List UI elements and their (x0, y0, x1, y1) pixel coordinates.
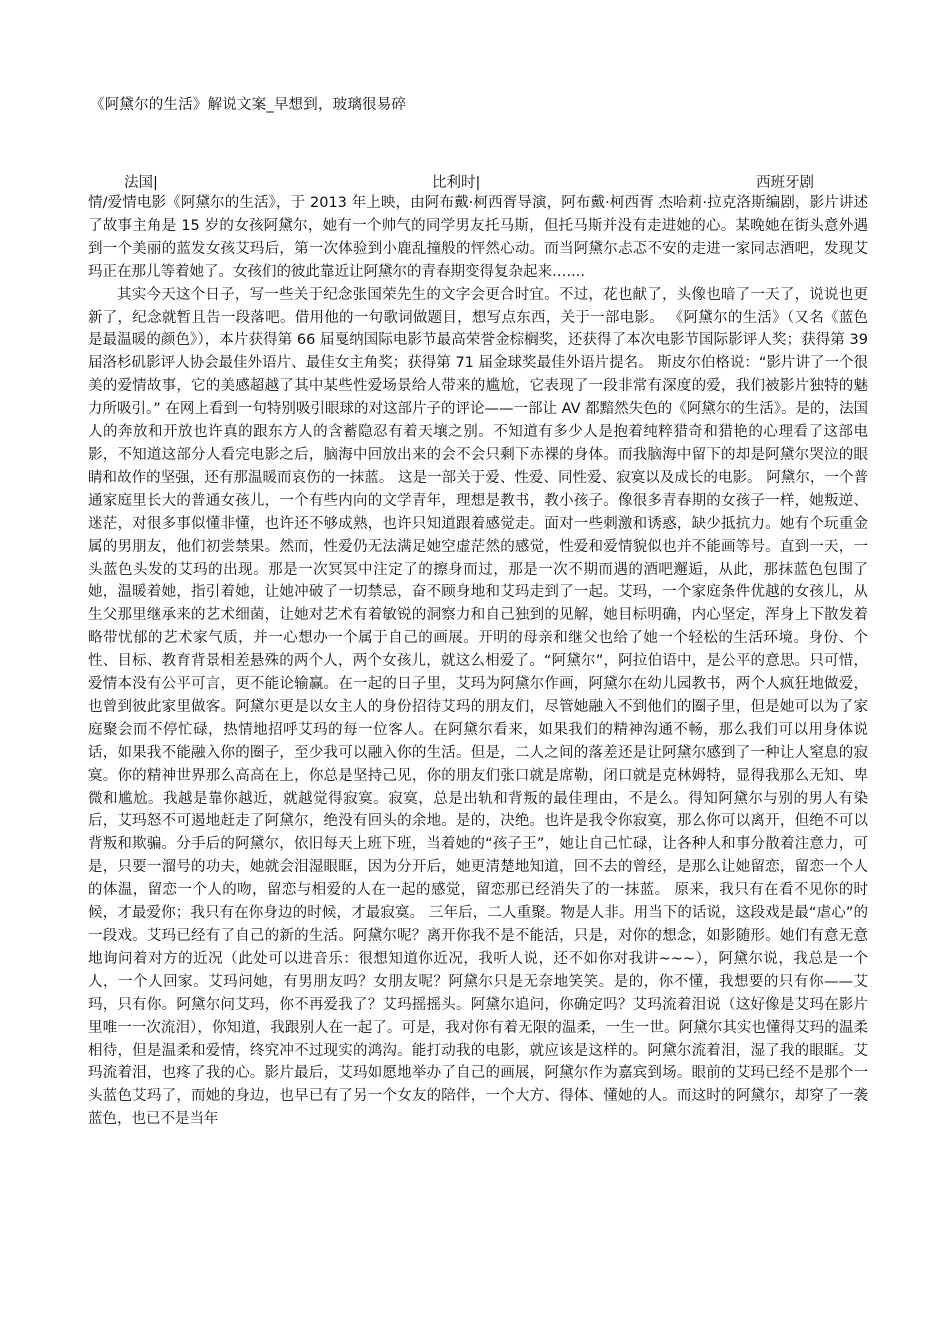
country-spain-genre: 西班牙剧 (756, 175, 814, 191)
country-france: 法国| (124, 175, 158, 191)
country-belgium: 比利时| (432, 175, 481, 191)
paragraph-review: 其实今天这个日子，写一些关于纪念张国荣先生的文字会更合时宜。不过，花也献了，头像也暗了一天了，说说也更新了，纪念就暂且告一段落吧。借用他的一句歌词做题目，想写点东西，关于一部电影。 《阿黛尔的生活》（又名《蓝色是最温暖的颜色》），本片获得第 66 届戛纳国际电影节最高荣誉金棕榈奖，还获得了本次电影节国际影评人奖；获得第 39 届洛杉矶影评人协会最佳外语片、最佳女主角奖；获得第 71 届金球奖最佳外语片提名。 斯皮尔伯格说：“影片讲了一个很美的爱情故事，它的美感超越了其中某些性爱场景给人带来的尴尬，它表现了一段非常有深度的爱，我们被影片独特的魅力所吸引。” 在网上看到一句特别吸引眼球的对这部片子的评论——一部让 AV 都黯然失色的《阿黛尔的生活》。是的，法国人的奔放和开放也许真的跟东方人的含蓄隐忍有着天壤之别。不知道有多少人是抱着纯粹猎奇和猎艳的心理看了这部电影，不知道这部分人看完电影之后，脑海中回放出来的会不会只剩下赤裸的身体。而我脑海中留下的却是阿黛尔哭泣的眼睛和故作的坚强，还有那温暖而哀伤的一抹蓝。 这是一部关于爱、性爱、同性爱、寂寞以及成长的电影。 阿黛尔，一个普通家庭里长大的普通女孩儿，一个有些内向的文学青年，理想是教书，教小孩子。像很多青春期的女孩子一样，她叛逆、迷茫，对很多事似懂非懂，也许还不够成熟，也许只知道跟着感觉走。面对一些刺激和诱惑，缺少抵抗力。她有个玩重金属的男朋友，他们初尝禁果。然而，性爱仍无法满足她空虚茫然的感觉，性爱和爱情貌似也并不能画等号。直到一天，一头蓝色头发的艾玛的出现。那是一次冥冥中注定了的擦身而过，那是一次不期而遇的酒吧邂逅，从此，那抹蓝色包围了她，温暖着她，指引着她，让她冲破了一切禁忌，奋不顾身地和艾玛走到了一起。艾玛，一个家庭条件优越的女孩儿，从生父那里继承来的艺术细菌，让她对艺术有着敏锐的洞察力和自己独到的见解，她目标明确，内心坚定，浑身上下散发着略带忧郁的艺术家气质，并一心想办一个属于自己的画展。开明的母亲和继父也给了她一个轻松的生活环境。身份、个性、目标、教育背景相差悬殊的两个人，两个女孩儿，就这么相爱了。“阿黛尔”，阿拉伯语中，是公平的意思。只可惜，爱情本没有公平可言，更不能论输赢。在一起的日子里，艾玛为阿黛尔作画，阿黛尔在幼儿园教书，两个人疯狂地做爱，也曾到彼此家里做客。阿黛尔更是以女主人的身份招待艾玛的朋友们，尽管她融入不到他们的圈子里，但是她可以为了家庭聚会而不停忙碌，热情地招呼艾玛的每一位客人。在阿黛尔看来，如果我们的精神沟通不畅，那么我们可以用身体说话，如果我不能融入你的圈子，至少我可以融入你的生活。但是，二人之间的落差还是让阿黛尔感到了一种让人窒息的寂寞。你的精神世界那么高高在上，你总是坚持己见，你的朋友们张口就是席勒，闭口就是克林姆特，显得我那么无知、卑微和尴尬。我越是靠你越近，就越觉得寂寞。寂寞，总是出轨和背叛的最佳理由，不是么。得知阿黛尔与别的男人有染后，艾玛怒不可遏地赶走了阿黛尔，绝没有回头的余地。是的，决绝。也许是我令你寂寞，那么你可以离开，但绝不可以背叛和欺骗。分手后的阿黛尔，依旧每天上班下班，当着她的“孩子王”，她让自己忙碌，让各种人和事分散着注意力，可是，只要一溜号的功夫，她就会泪湿眼眶，因为分开后，她更清楚地知道，回不去的曾经，是那么让她留恋，留恋一个人的体温，留恋一个人的吻，留恋与相爱的人在一起的感觉，留恋那已经消失了的一抹蓝。 原来，我只有在看不见你的时候，才最爱你；我只有在你身边的时候，才最寂寞。 三年后，二人重聚。物是人非。用当下的话说，这段戏是最“虐心”的一段戏。艾玛已经有了自己的新的生活。阿黛尔呢？离开你我不是不能活，只是，对你的想念，如影随形。她们有意无意地询问着对方的近况（此处可以进音乐：很想知道你近况，我听人说，还不如你对我讲~~~），阿黛尔说，我总是一个人，一个人回家。艾玛问她，有男朋友吗？女朋友呢？阿黛尔只是无奈地笑笑。是的，你不懂，我想要的只有你——艾玛，只有你。阿黛尔问艾玛，你不再爱我了？艾玛摇摇头。阿黛尔追问，你确定吗？艾玛流着泪说（这好像是艾玛在影片里唯一一次流泪），你知道，我跟别人在一起了。可是，我对你有着无限的温柔，一生一世。阿黛尔其实也懂得艾玛的温柔相待，但是温柔和爱情，终究冲不过现实的鸿沟。能打动我的电影，就应该是这样的。阿黛尔流着泪，湿了我的眼眶。艾玛流着泪，也疼了我的心。影片最后，艾玛如愿地举办了自己的画展，阿黛尔作为嘉宾到场。眼前的艾玛已经不是那个一头蓝色艾玛了，而她的身边，也早已有了另一个女友的陪伴，一个大方、得体、懂她的人。而这时的阿黛尔，却穿了一袭蓝色，也已不是当年 (88, 286, 868, 1128)
genre-country-row (88, 171, 868, 193)
paragraph-synopsis: 情/爱情电影《阿黛尔的生活》，于 2013 年上映，由阿布戴·柯西胥导演，阿布戴·柯西胥 杰哈莉·拉克洛斯编剧，影片讲述了故事主角是 15 岁的女孩阿黛尔，她有一个帅气的同学男友托马斯，但托马斯并没有走进她的心。某晚她在街头意外遇到一个美丽的蓝发女孩艾玛后，第一次体验到小鹿乱撞般的怦然心动。而当阿黛尔忐忑不安的走进一家同志酒吧，发现艾玛正在那儿等着她了。女孩们的彼此靠近让阿黛尔的青春期变得复杂起来….... (88, 195, 868, 280)
document-title: 《阿黛尔的生活》解说文案_早想到，玻璃很易碎 (90, 97, 407, 113)
document-body (88, 192, 868, 1131)
